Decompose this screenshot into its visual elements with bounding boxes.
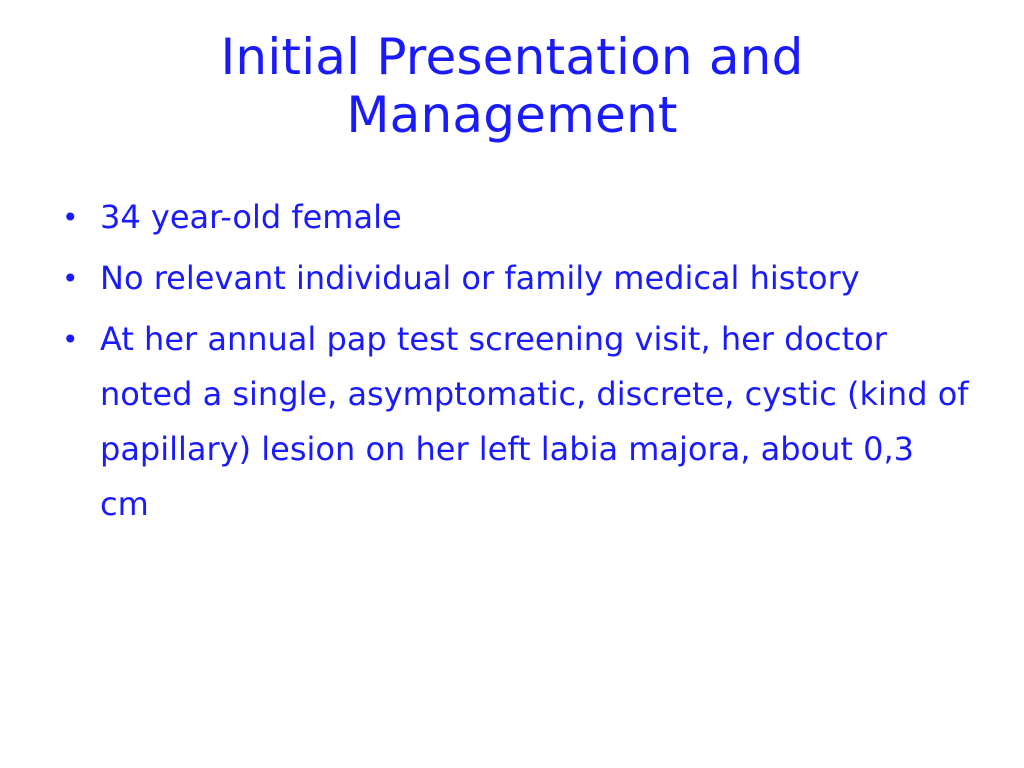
bullet-text: No relevant individual or family medical history (100, 259, 860, 297)
bullet-list (62, 190, 972, 538)
bullet-dot-icon: • (62, 201, 79, 234)
bullet-dot-icon: • (62, 262, 79, 295)
bullet-text: At her annual pap test screening visit, her doctor noted a single, asymptomatic, discrete, cystic (kind of papillary) lesion on her left labia majora, about 0,3 cm (100, 320, 969, 523)
slide-title: Initial Presentation and Management (220, 28, 804, 144)
bullet-text: 34 year-old female (100, 198, 402, 236)
bullet-dot-icon: • (62, 323, 79, 356)
bullet-item (62, 251, 972, 306)
bullet-item (62, 190, 972, 245)
bullet-item (62, 312, 972, 532)
